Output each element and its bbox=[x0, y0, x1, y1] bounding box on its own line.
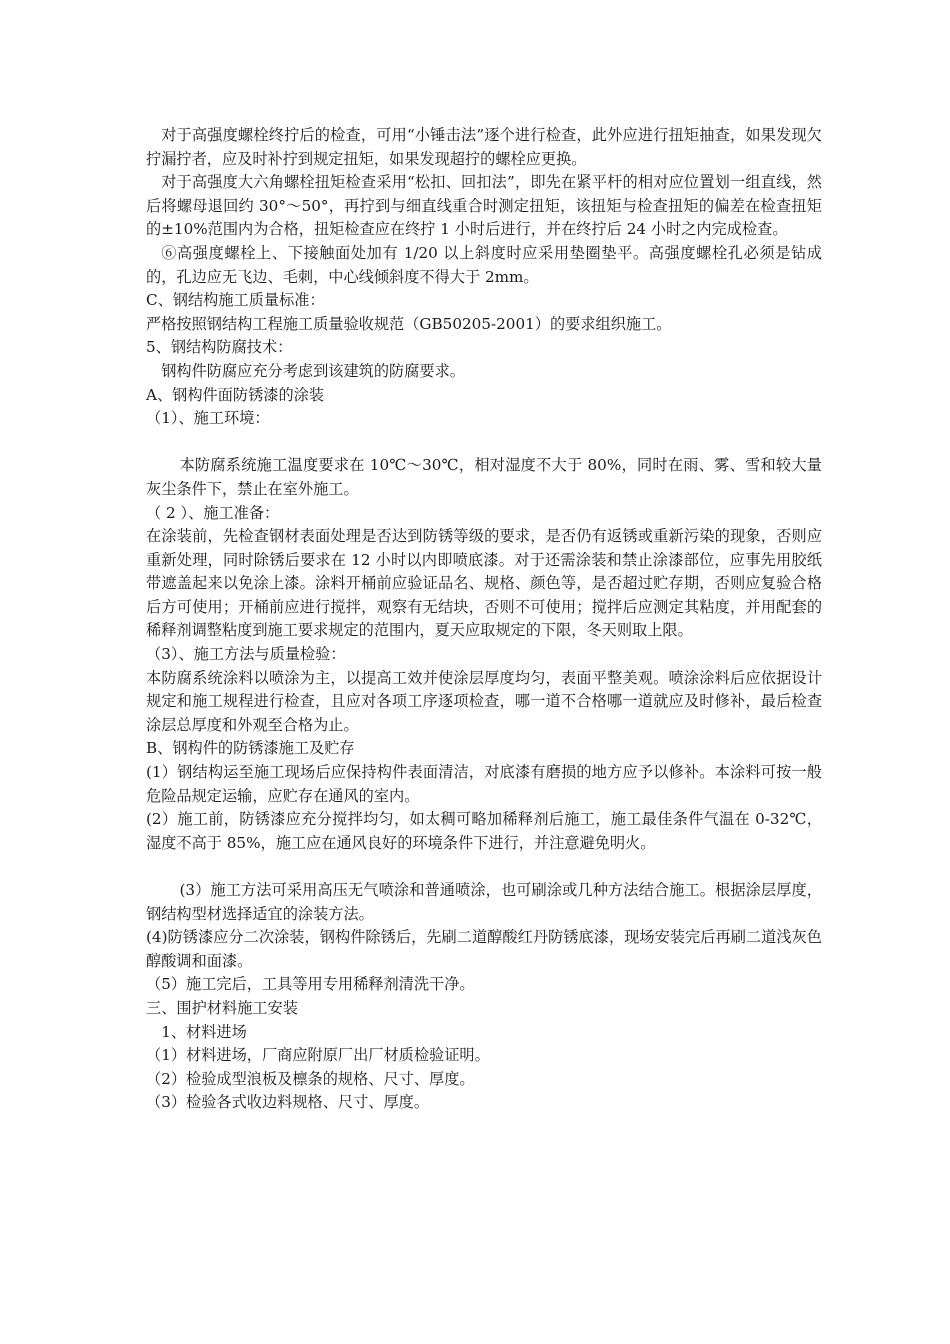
blank-line bbox=[146, 855, 822, 879]
blank-line bbox=[146, 431, 822, 455]
paragraph-two-coats: (4)防锈漆应分二次涂装，钢构件除锈后，先刷二道醇酸红丹防锈底漆，现场安装完后再刷二道浅灰色醇酸调和面漆。 bbox=[146, 928, 822, 970]
list-item-material-certificate: （1）材料进场，厂商应附原厂出厂材质检验证明。 bbox=[146, 1046, 490, 1065]
paragraph-washer-bolt-hole: ⑥高强度螺栓上、下接触面处加有 1/20 以上斜度时应采用垫圈垫平。高强度螺栓孔必须是钻成的，孔边应无飞边、毛刺，中心线倾斜度不得大于 2mm。 bbox=[146, 243, 822, 286]
heading-primer-coating: A、钢构件面防锈漆的涂装 bbox=[146, 385, 325, 404]
heading-primer-storage: B、钢构件的防锈漆施工及贮存 bbox=[146, 739, 355, 758]
paragraph-loosen-retighten-method: 对于高强度大六角螺栓扭矩检查采用“松扣、回扣法”，即先在紧平杆的相对应位置划一组直线，然后将螺母退回约 30°～50°，再拧到与细直线重合时测定扭矩，该扭矩与检查扭矩的偏差在检查扭矩的±10%范围内为合格，扭矩检查应在终拧 1 小时后进行，并在终拧后 24 小时之内完成检查。 bbox=[146, 173, 822, 239]
paragraph-temperature-humidity: 本防腐系统施工温度要求在 10℃～30℃，相对湿度不大于 80%，同时在雨、雾、雪和较大量灰尘条件下，禁止在室外施工。 bbox=[146, 456, 822, 498]
paragraph-torque-inspection: 对于高强度螺栓终拧后的检查，可用“小锤击法”逐个进行检查，此外应进行扭矩抽查，如果发现欠拧漏拧者，应及时补拧到规定扭矩，如果发现超拧的螺栓应更换。 bbox=[146, 126, 822, 168]
paragraph-spray-method: 本防腐系统涂料以喷涂为主，以提高工效并使涂层厚度均匀，表面平整美观。喷涂涂料后应依据设计规定和施工规程进行检查，且应对各项工序逐项检查，哪一道不合格哪一道就应及时修补，最后检查涂层总厚度和外观至合格为止。 bbox=[146, 668, 822, 734]
paragraph-spray-options: (3）施工方法可采用高压无气喷涂和普通喷涂，也可刷涂或几种方法结合施工。根据涂层厚度，钢结构型材选择适宜的涂装方法。 bbox=[146, 881, 822, 923]
heading-enclosure-installation: 三、围护材料施工安装 bbox=[146, 998, 298, 1017]
heading-material-entry: 1、材料进场 bbox=[161, 1022, 247, 1041]
paragraph-tool-cleaning: （5）施工完后，工具等用专用稀释剂清洗干净。 bbox=[146, 975, 475, 994]
paragraph-preparation-details: 在涂装前，先检查钢材表面处理是否达到防锈等级的要求，是否仍有返锈或重新污染的现象，否则应重新处理，同时除锈后要求在 12 小时以内即喷底漆。对于还需涂装和禁止涂漆部位，应事先用胶纸带遮盖起来以免涂上漆。涂料开桶前应验证品名、规格、颜色等，是否超过贮存期，否则应复验合格后方可使用；开桶前应进行搅拌，观察有无结块，否则不可使用；搅拌后应测定其粘度，并用配套的稀释剂调整粘度到施工要求规定的范围内，夏天应取规定的下限，冬天则取上限。 bbox=[146, 527, 822, 640]
heading-construction-preparation: （ 2 ）、施工准备： bbox=[146, 503, 280, 522]
list-item-trim-check: （3）检验各式收边料规格、尺寸、厚度。 bbox=[146, 1093, 430, 1112]
heading-construction-environment: （1）、施工环境： bbox=[146, 409, 270, 428]
paragraph-anticorrosion-intro: 钢构件防腐应充分考虑到该建筑的防腐要求。 bbox=[161, 361, 465, 380]
heading-method-quality-check: （3）、施工方法与质量检验： bbox=[146, 645, 346, 664]
list-item-panel-purlin-check: （2）检验成型浪板及檩条的规格、尺寸、厚度。 bbox=[146, 1069, 475, 1088]
paragraph-quality-code: 严格按照钢结构工程施工质量验收规范（GB50205-2001）的要求组织施工。 bbox=[146, 314, 672, 333]
paragraph-mixing-conditions: (2）施工前，防锈漆应充分搅拌均匀，如太稠可略加稀释剂后施工，施工最佳条件气温在 0-32℃，湿度不高于 85%，施工应在通风良好的环境条件下进行，并注意避免明火。 bbox=[146, 810, 822, 852]
heading-quality-standard: C、钢结构施工质量标准： bbox=[146, 291, 325, 310]
heading-anticorrosion: 5、钢结构防腐技术： bbox=[146, 338, 293, 357]
paragraph-transport-storage: (1）钢结构运至施工现场后应保持构件表面清洁，对底漆有磨损的地方应予以修补。本涂料可按一般危险品规定运输，应贮存在通风的室内。 bbox=[146, 763, 822, 805]
document-body bbox=[146, 124, 822, 1115]
